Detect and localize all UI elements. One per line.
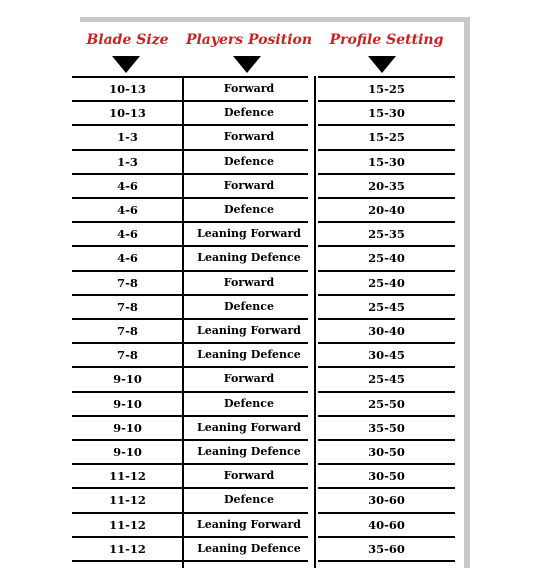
cell-profile-setting: 40-60 xyxy=(368,518,405,532)
cell-blade-size: 7-8 xyxy=(117,348,138,362)
cell-blade-size: 9-10 xyxy=(113,421,142,435)
cell-blade-size: 9-10 xyxy=(113,445,142,459)
cell-players-position: Defence xyxy=(224,155,274,168)
cell-blade-size: 4-6 xyxy=(117,227,138,241)
down-triangle-icon xyxy=(233,56,261,73)
header-players-position: Players Position xyxy=(185,32,313,48)
cell-profile-setting: 15-25 xyxy=(368,82,405,96)
cell-players-position: Leaning Forward xyxy=(197,227,301,240)
cell-players-position: Leaning Forward xyxy=(197,324,301,337)
column-divider xyxy=(314,76,316,568)
cell-profile-setting: 20-35 xyxy=(368,179,405,193)
cell-blade-size: 9-10 xyxy=(113,372,142,386)
cell-profile-setting: 15-25 xyxy=(368,130,405,144)
cell-players-position: Defence xyxy=(224,203,274,216)
down-triangle-icon xyxy=(112,56,140,73)
cell-profile-setting: 15-30 xyxy=(368,155,405,169)
cell-players-position: Forward xyxy=(223,469,275,482)
cell-players-position: Defence xyxy=(224,493,274,506)
cell-profile-setting: 35-50 xyxy=(368,421,405,435)
cell-blade-size: 11-12 xyxy=(109,518,146,532)
cell-profile-setting: 25-40 xyxy=(368,276,405,290)
cell-blade-size: 1-3 xyxy=(117,130,138,144)
cell-profile-setting: 25-40 xyxy=(368,251,405,265)
cell-blade-size: 7-8 xyxy=(117,276,138,290)
cell-players-position: Leaning Defence xyxy=(197,251,301,264)
cell-profile-setting: 15-30 xyxy=(368,106,405,120)
cell-profile-setting: 30-60 xyxy=(368,493,405,507)
cell-blade-size: 11-12 xyxy=(109,469,146,483)
cell-blade-size: 4-6 xyxy=(117,251,138,265)
cell-profile-setting: 25-45 xyxy=(368,372,405,386)
cell-blade-size: 4-6 xyxy=(117,179,138,193)
header-blade-size: Blade Size xyxy=(86,32,169,48)
cell-players-position: Forward xyxy=(223,276,275,289)
cell-blade-size: 7-8 xyxy=(117,324,138,338)
cell-players-position: Forward xyxy=(223,130,275,143)
cell-profile-setting: 30-50 xyxy=(368,445,405,459)
cell-profile-setting: 35-60 xyxy=(368,542,405,556)
cell-players-position: Leaning Forward xyxy=(197,518,301,531)
cell-blade-size: 11-12 xyxy=(109,542,146,556)
cell-players-position: Forward xyxy=(223,82,275,95)
cell-players-position: Defence xyxy=(224,397,274,410)
cell-players-position: Forward xyxy=(223,372,275,385)
cell-blade-size: 9-10 xyxy=(113,397,142,411)
cell-blade-size: 4-6 xyxy=(117,203,138,217)
cell-profile-setting: 30-50 xyxy=(368,469,405,483)
cell-players-position: Leaning Defence xyxy=(197,348,301,361)
cell-blade-size: 11-12 xyxy=(109,493,146,507)
down-triangle-icon xyxy=(368,56,396,73)
cell-blade-size: 1-3 xyxy=(117,155,138,169)
cell-blade-size: 10-13 xyxy=(109,82,146,96)
cell-profile-setting: 30-40 xyxy=(368,324,405,338)
cell-blade-size: 7-8 xyxy=(117,300,138,314)
cell-players-position: Defence xyxy=(224,300,274,313)
cell-players-position: Defence xyxy=(224,106,274,119)
cell-profile-setting: 25-35 xyxy=(368,227,405,241)
cell-profile-setting: 30-45 xyxy=(368,348,405,362)
cell-players-position: Leaning Forward xyxy=(197,421,301,434)
cell-players-position: Leaning Defence xyxy=(197,445,301,458)
page-shadow-right xyxy=(464,17,470,568)
cell-profile-setting: 25-50 xyxy=(368,397,405,411)
header-profile-setting: Profile Setting xyxy=(329,32,444,48)
cell-blade-size: 10-13 xyxy=(109,106,146,120)
cell-profile-setting: 25-45 xyxy=(368,300,405,314)
cell-players-position: Forward xyxy=(223,179,275,192)
cell-players-position: Leaning Defence xyxy=(197,542,301,555)
cell-profile-setting: 20-40 xyxy=(368,203,405,217)
